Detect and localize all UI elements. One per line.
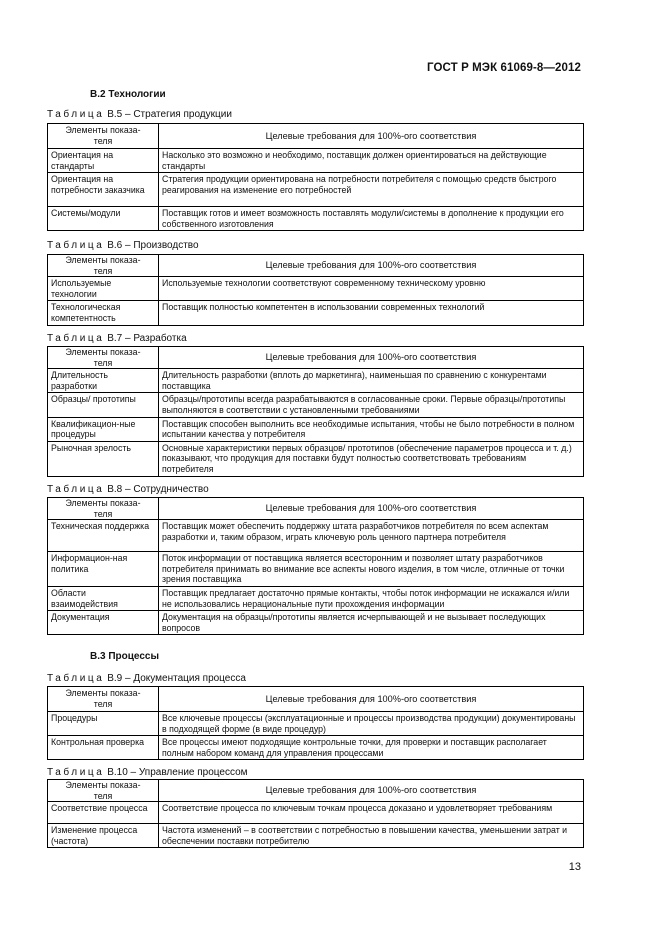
row-requirement: Длительность разработки (вплоть до маркетинга), наименьшая по сравнению с конкурентами поставщика: [159, 369, 584, 393]
row-requirement: Стратегия продукции ориентирована на потребности потребителя с помощью средств быстрого реагирования на изменение его потребностей: [159, 173, 584, 207]
table-caption: [47, 109, 232, 120]
section-heading-processes: В.3 Процессы: [90, 651, 159, 662]
requirements-table: [47, 686, 584, 760]
table-caption-title: В.7 – Разработка: [107, 333, 187, 344]
row-requirement: Используемые технологии соответствуют современному техническому уровню: [159, 277, 584, 301]
table-caption: [47, 767, 248, 778]
header-elements: Элементы показа- теля: [48, 780, 159, 802]
row-element: Рыночная зрелость: [48, 441, 159, 476]
row-requirement: Соответствие процесса по ключевым точкам процесса доказано и удовлетворяет требованиям: [159, 802, 584, 824]
row-requirement: Поставщик готов и имеет возможность поставлять модули/системы в дополнение к продукции его собственного изготовления: [159, 207, 584, 231]
table-caption-word: Таблица: [47, 484, 105, 495]
header-elements: Элементы показа- теля: [48, 124, 159, 149]
row-element: Технологическая компетентность: [48, 301, 159, 325]
table-header-row: [48, 347, 584, 369]
row-element: Ориентация на потребности заказчика: [48, 173, 159, 207]
requirements-table: [47, 779, 584, 848]
header-elements: Элементы показа- теля: [48, 347, 159, 369]
table-caption-word: Таблица: [47, 109, 105, 120]
row-requirement: Поставщик предлагает достаточно прямые контакты, чтобы поток информации не искажался и/или не использовались нерациональные пути прохождения информации: [159, 586, 584, 610]
table-row: [48, 441, 584, 476]
row-requirement: Насколько это возможно и необходимо, поставщик должен ориентироваться на действующие стандарты: [159, 149, 584, 173]
row-element: Образцы/ прототипы: [48, 393, 159, 417]
row-element: Ориентация на стандарты: [48, 149, 159, 173]
row-element: Документация: [48, 611, 159, 635]
table-caption: [47, 484, 209, 495]
table-header-row: [48, 498, 584, 520]
table-caption-word: Таблица: [47, 767, 105, 778]
table-caption-title: В.5 – Стратегия продукции: [107, 109, 232, 120]
table-header-row: [48, 255, 584, 277]
table-row: [48, 369, 584, 393]
header-requirements: Целевые требования для 100%-ого соответствия: [159, 780, 584, 802]
row-requirement: Поставщик полностью компетентен в использовании современных технологий: [159, 301, 584, 325]
header-requirements: Целевые требования для 100%-ого соответствия: [159, 498, 584, 520]
row-requirement: Все процессы имеют подходящие контрольные точки, для проверки и поставщик располагает полным набором команд для управления процессами: [159, 736, 584, 760]
section-heading-technologies: В.2 Технологии: [90, 89, 166, 100]
table-caption: [47, 240, 199, 251]
table-row: [48, 149, 584, 173]
table-caption-title: В.8 – Сотрудничество: [107, 484, 209, 495]
row-element: Техническая поддержка: [48, 520, 159, 552]
row-requirement: Поставщик способен выполнить все необходимые испытания, чтобы не было потребности в полном испытании качества у потребителя: [159, 417, 584, 441]
table-row: [48, 207, 584, 231]
table-caption: [47, 333, 187, 344]
row-requirement: Образцы/прототипы всегда разрабатываются в согласованные сроки. Первые образцы/прототипы выполняются в соответствии с установленными требованиями: [159, 393, 584, 417]
row-requirement: Поток информации от поставщика является всесторонним и позволяет штату разработчиков потребителя принимать во внимание все аспекты нового изделия, в том числе, отличные от точки зрения поставщика: [159, 552, 584, 587]
page-number: 13: [568, 861, 581, 873]
table-header-row: [48, 124, 584, 149]
table-row: [48, 712, 584, 736]
header-requirements: Целевые требования для 100%-ого соответствия: [159, 255, 584, 277]
requirements-table: [47, 254, 584, 326]
header-elements: Элементы показа- теля: [48, 498, 159, 520]
table-caption-word: Таблица: [47, 673, 105, 684]
row-element: Квалификацион-ные процедуры: [48, 417, 159, 441]
table-caption: [47, 673, 246, 684]
table-row: [48, 393, 584, 417]
table-row: [48, 552, 584, 587]
table-row: [48, 520, 584, 552]
table-caption-title: В.10 – Управление процессом: [107, 767, 248, 778]
table-row: [48, 301, 584, 325]
row-requirement: Все ключевые процессы (эксплуатационные и процессы производства продукции) документированы в подходящей форме (в виде процедур): [159, 712, 584, 736]
table-header-row: [48, 687, 584, 712]
row-element: Изменение процесса (частота): [48, 824, 159, 848]
row-element: Области взаимодействия: [48, 586, 159, 610]
table-row: [48, 824, 584, 848]
header-elements: Элементы показа- теля: [48, 255, 159, 277]
row-element: Процедуры: [48, 712, 159, 736]
table-row: [48, 586, 584, 610]
requirements-table: [47, 123, 584, 231]
header-requirements: Целевые требования для 100%-ого соответствия: [159, 347, 584, 369]
row-requirement: Поставщик может обеспечить поддержку штата разработчиков потребителя по всем аспектам разработки и, таким образом, играть ключевую роль ценного партнера потребителя: [159, 520, 584, 552]
header-requirements: Целевые требования для 100%-ого соответствия: [159, 687, 584, 712]
table-header-row: [48, 780, 584, 802]
row-requirement: Документация на образцы/прототипы является исчерпывающей и не вызывает последующих вопросов: [159, 611, 584, 635]
table-row: [48, 277, 584, 301]
table-row: [48, 611, 584, 635]
row-element: Соответствие процесса: [48, 802, 159, 824]
page-header: ГОСТ Р МЭК 61069-8—2012: [427, 62, 581, 74]
header-elements: Элементы показа- теля: [48, 687, 159, 712]
header-requirements: Целевые требования для 100%-ого соответствия: [159, 124, 584, 149]
table-caption-word: Таблица: [47, 333, 105, 344]
row-element: Длительность разработки: [48, 369, 159, 393]
table-caption-title: В.9 – Документация процесса: [107, 673, 246, 684]
row-element: Системы/модули: [48, 207, 159, 231]
requirements-table: [47, 346, 584, 477]
row-requirement: Частота изменений – в соответствии с потребностью в повышении качества, уменьшении затрат и обеспечении поставки потребителю: [159, 824, 584, 848]
table-row: [48, 173, 584, 207]
table-row: [48, 736, 584, 760]
row-element: Используемые технологии: [48, 277, 159, 301]
row-element: Информацион-ная политика: [48, 552, 159, 587]
table-row: [48, 417, 584, 441]
table-caption-title: В.6 – Производство: [107, 240, 199, 251]
row-element: Контрольная проверка: [48, 736, 159, 760]
table-caption-word: Таблица: [47, 240, 105, 251]
table-row: [48, 802, 584, 824]
row-requirement: Основные характеристики первых образцов/ прототипов (обеспечение параметров процесса и т. д.) показывают, что продукция для поставки будут полностью соответствовать требованиям потребителя: [159, 441, 584, 476]
requirements-table: [47, 497, 584, 635]
